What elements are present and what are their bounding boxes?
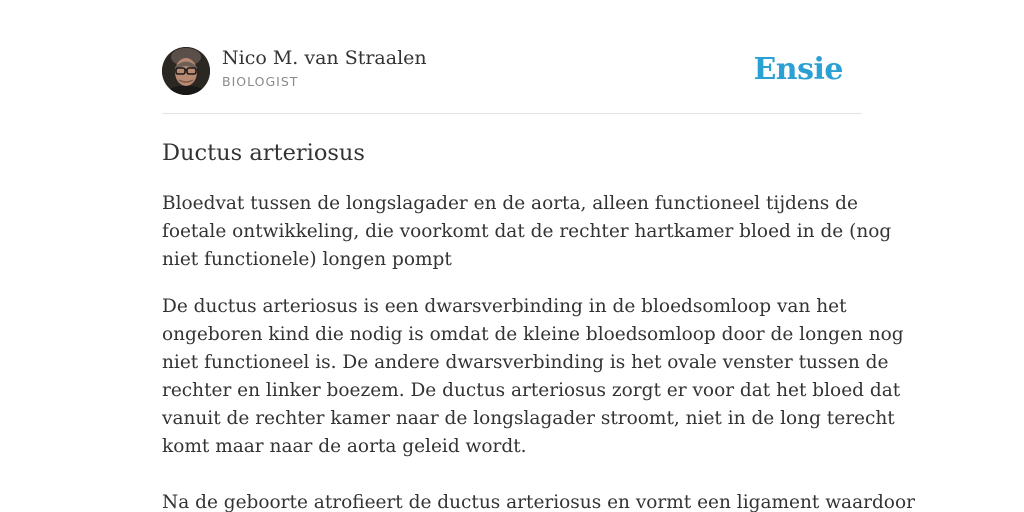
ensie-logo[interactable]: Ensie	[753, 52, 843, 87]
body-line: ongeboren kind die nodig is omdat de kleine bloedsomloop door de longen nog	[162, 324, 904, 345]
paragraph-gap	[162, 461, 862, 489]
author-avatar[interactable]	[162, 47, 210, 95]
body-line: Na de geboorte atrofieert de ductus arteriosus en vormt een ligament waardoor	[162, 492, 915, 512]
body-line: niet functioneel is. De andere dwarsverbinding is het ovale venster tussen de	[162, 352, 889, 373]
article-title: Ductus arteriosus	[162, 140, 365, 166]
definition-line: foetale ontwikkeling, die voorkomt dat de rechter hartkamer bloed in de (nog	[162, 221, 892, 242]
body-line: rechter en linker boezem. De ductus arteriosus zorgt er voor dat het bloed dat	[162, 380, 901, 401]
header-divider	[162, 113, 862, 114]
definition-line: niet functionele) longen pompt	[162, 249, 452, 270]
body-line: vanuit de rechter kamer naar de longslagader stroomt, niet in de long terecht	[162, 408, 895, 429]
body-line: komt maar naar de aorta geleid wordt.	[162, 436, 527, 457]
article-definition	[162, 190, 892, 274]
author-role: BIOLOGIST	[222, 74, 299, 89]
author-name[interactable]: Nico M. van Straalen	[222, 47, 427, 69]
definition-line: Bloedvat tussen de longslagader en de aorta, alleen functioneel tijdens de	[162, 193, 858, 214]
body-line: De ductus arteriosus is een dwarsverbinding in de bloedsomloop van het	[162, 296, 847, 317]
article-body	[162, 293, 915, 512]
author-portrait-icon	[162, 47, 210, 95]
